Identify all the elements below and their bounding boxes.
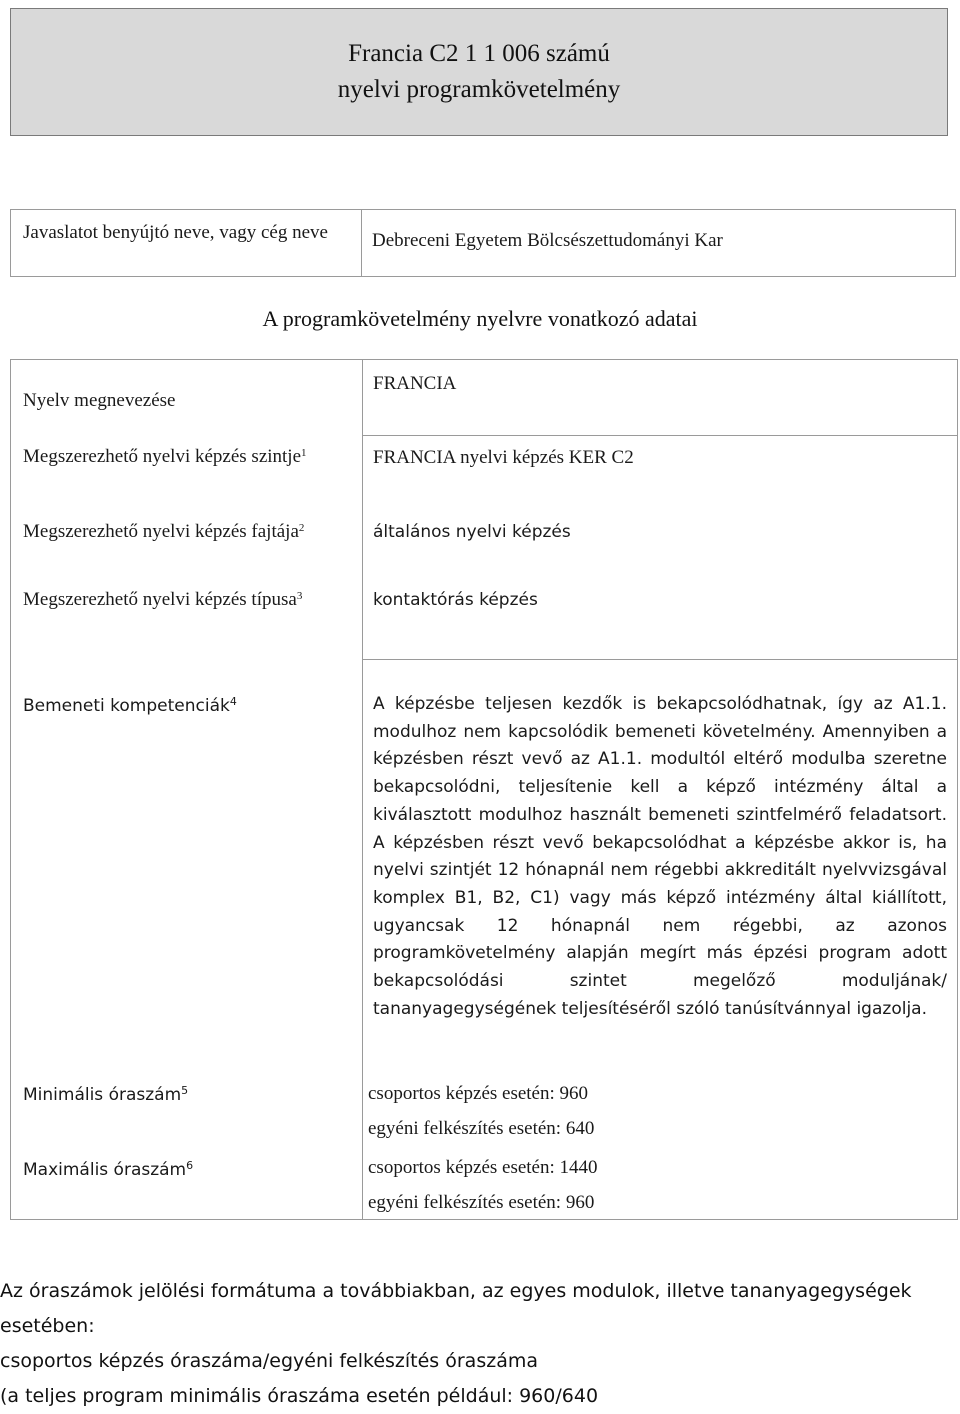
row-divider [362,435,957,436]
language-label: Nyelv megnevezése [23,390,176,411]
entry-label [23,693,353,720]
entry-value: A képzésbe teljesen kezdők is bekapcsolódhatnak, így az A1.1. modulhoz nem kapcsolódik bemeneti követelmény. Amennyiben a képzésben részt vevő az A1.1. modultól eltérő modulba szeretne bekapcsolódni, teljesítenie kell a képző intézmény által a kiválasztott modulhoz használt bemeneti szintfelmérő feladatsort. A képzésben részt vevő bekapcsolódhat a képzésbe akkor is, ha nyelvi szintjét 12 hónapnál nem régebbi akkreditált nyelvvizsgával komplex B1, B2, C1) vagy más képző intézmény által kiállított, ugyancsak 12 hónapnál nem régebbi, az azonos programkövetelmény alapján megírt más épzési program adott bekapcsolódási szintet megelőző moduljának/ tananyagegységének teljesítéséről szóló tanúsítvánnyal igazolja. [373,694,947,1019]
language-value: FRANCIA [373,373,457,394]
footer-line-2: esetében: [0,1315,95,1337]
row-divider [362,659,957,660]
min-hours-label [23,1082,353,1109]
title-line-2: nyelvi programkövetelmény [337,76,621,103]
column-divider [362,360,363,1219]
footnote-ref: 2 [298,522,305,534]
max-hours-label [23,1157,353,1184]
type-label [23,586,353,613]
max-hours-individual: egyéni felkészítés esetén: 960 [368,1192,595,1213]
document-title [10,8,948,136]
level-value: FRANCIA nyelvi képzés KER C2 [373,447,634,468]
footnote-ref: 3 [296,590,303,602]
footnote-ref: 5 [181,1084,189,1097]
submitter-value: Debreceni Egyetem Bölcsészettudományi Kar [372,230,723,251]
max-hours-group: csoportos képzés esetén: 1440 [368,1157,598,1178]
footer-line-3: csoportos képzés óraszáma/egyéni felkészítés óraszáma [0,1350,538,1372]
submitter-row [10,209,956,277]
type-label-text: Megszerezhető nyelvi képzés típusa [23,589,297,610]
min-hours-individual: egyéni felkészítés esetén: 640 [368,1118,595,1139]
footer-line-4: (a teljes program minimális óraszáma esetén például: 960/640 [0,1385,599,1407]
type-value: kontaktórás képzés [373,590,538,610]
kind-label-text: Megszerezhető nyelvi képzés fajtája [23,521,299,542]
section-heading: A programkövetelmény nyelvre vonatkozó adatai [262,306,698,331]
language-data-table [10,359,958,1220]
min-hours-label-text: Minimális óraszám [23,1085,182,1105]
max-hours-label-text: Maximális óraszám [23,1160,187,1180]
level-label-text: Megszerezhető nyelvi képzés szintje [23,446,302,467]
footnote-ref: 4 [229,695,237,708]
title-line-1: Francia C2 1 1 006 számú [348,40,610,67]
footnote-ref: 1 [301,447,307,459]
footer-line-1: Az óraszámok jelölési formátuma a továbbiakban, az egyes modulok, illetve tananyagegységek [0,1280,912,1302]
kind-label [23,518,353,545]
footnote-ref: 6 [186,1159,194,1172]
kind-value: általános nyelvi képzés [373,522,571,542]
min-hours-group: csoportos képzés esetén: 960 [368,1083,589,1104]
entry-label-text: Bemeneti kompetenciák [23,696,230,716]
level-label [23,443,353,470]
submitter-label: Javaslatot benyújtó neve, vagy cég neve [11,210,362,276]
footer-note [0,1274,960,1414]
